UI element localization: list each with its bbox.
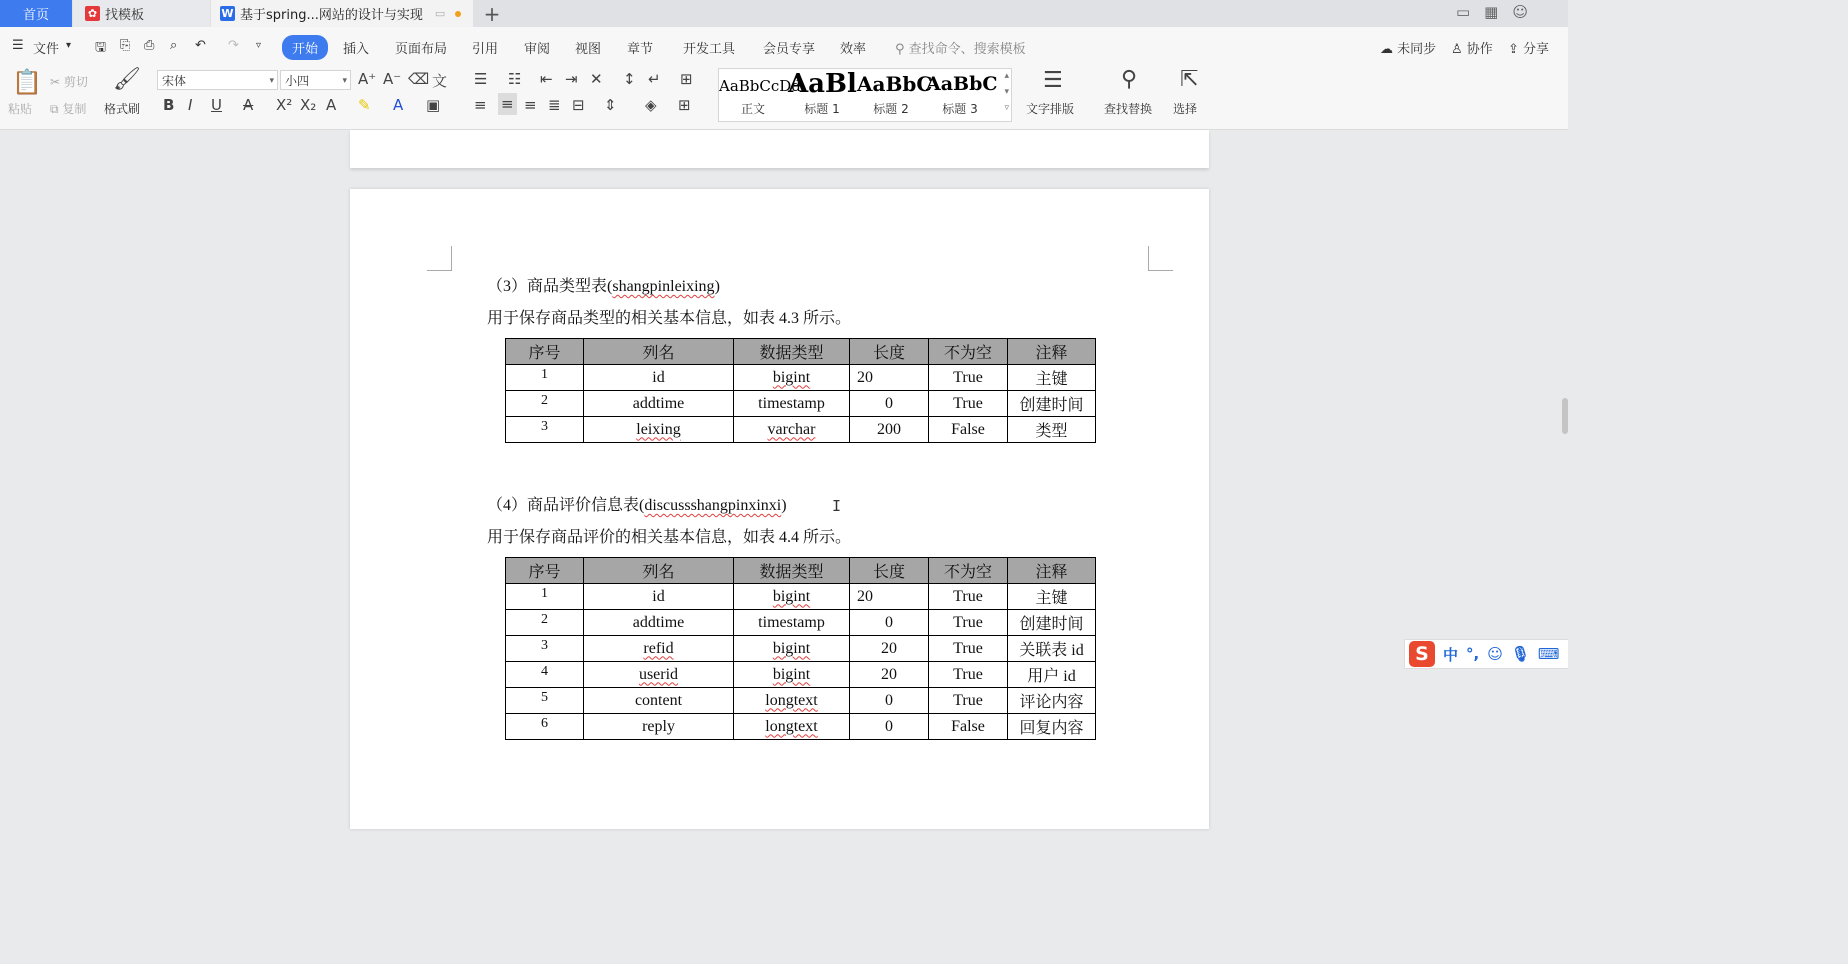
find-replace-button[interactable]: 查找替换 xyxy=(1104,102,1153,116)
cell-text: 1 xyxy=(541,367,548,382)
cell-text: 20 xyxy=(857,587,873,605)
cell-text: 2 xyxy=(541,612,548,627)
column-header: 序号 xyxy=(506,558,584,584)
cell-text: id xyxy=(652,587,665,605)
cell-text: 0 xyxy=(885,613,893,631)
tab-document[interactable] xyxy=(211,0,473,27)
style-heading1-sample: AaBl xyxy=(788,69,857,99)
find-icon[interactable]: ⚲ xyxy=(1121,67,1138,92)
table-tool-icon[interactable]: ⊞ xyxy=(680,70,693,88)
reading-mode-icon[interactable]: ▭ xyxy=(1455,3,1471,21)
table-cell[interactable] xyxy=(850,584,929,610)
table-cell[interactable] xyxy=(506,636,584,662)
table-header-row xyxy=(506,339,1096,365)
cell-text: 6 xyxy=(541,716,548,731)
table-identifier: discussshangpinxinxi xyxy=(644,497,782,514)
text-layout-icon[interactable]: ☰ xyxy=(1043,68,1063,93)
cell-text: True xyxy=(953,691,983,709)
bullet-list-icon[interactable]: ☰ xyxy=(474,70,488,88)
table-cell[interactable] xyxy=(506,417,584,443)
tab-home-label: 首页 xyxy=(22,8,49,23)
table-row xyxy=(506,391,1096,417)
borders-icon[interactable]: ⊞ xyxy=(678,96,691,114)
table-cell[interactable] xyxy=(584,610,734,636)
style-heading3-sample: AaBbC xyxy=(926,73,998,95)
cell-text: 200 xyxy=(877,420,901,438)
table-cell[interactable] xyxy=(929,391,1008,417)
share-label: 分享 xyxy=(1523,42,1550,57)
chevron-down-icon[interactable]: ▾ xyxy=(66,40,72,51)
pointer-icon[interactable]: ⇱ xyxy=(1180,67,1199,92)
style-heading2[interactable] xyxy=(857,69,933,119)
cell-text: 5 xyxy=(541,690,548,705)
style-heading3-name: 标题 3 xyxy=(942,102,978,116)
cell-text: 0 xyxy=(885,691,893,709)
table-cell[interactable] xyxy=(734,662,850,688)
document-page[interactable] xyxy=(350,189,1209,829)
search-icon: ⚲ xyxy=(895,42,909,57)
italic-icon[interactable]: I xyxy=(188,96,193,114)
table-cell[interactable] xyxy=(1008,365,1096,391)
collab-button[interactable] xyxy=(1451,38,1493,57)
strikethrough-icon[interactable]: A xyxy=(243,96,254,114)
cell-text: 关联表 id xyxy=(1019,642,1084,659)
bold-icon[interactable]: B xyxy=(163,96,175,114)
cell-text: 4 xyxy=(541,664,548,679)
cell-text: 主键 xyxy=(1035,371,1068,388)
cell-text: content xyxy=(634,691,683,709)
table-header-row xyxy=(506,558,1096,584)
copy-icon: ⧉ xyxy=(50,102,59,116)
cell-text: 3 xyxy=(541,419,548,434)
menu-review[interactable]: 审阅 xyxy=(524,42,551,57)
cell-text: 2 xyxy=(541,393,548,408)
table-cell[interactable] xyxy=(506,688,584,714)
column-header: 长度 xyxy=(850,558,929,584)
cell-text: 3 xyxy=(541,638,548,653)
gallery-more-icon[interactable]: ▿ xyxy=(1004,103,1009,113)
table-cell[interactable] xyxy=(1008,714,1096,740)
table-row xyxy=(506,636,1096,662)
margin-marker-right xyxy=(1148,246,1173,271)
cell-text: 创建时间 xyxy=(1019,616,1084,633)
char-border-icon[interactable]: ▣ xyxy=(426,96,441,114)
column-header: 长度 xyxy=(850,339,929,365)
distributed-icon[interactable]: ⊟ xyxy=(572,96,585,114)
section-heading-4[interactable]: （4）商品评价信息表(discussshangpinxinxi) xyxy=(487,497,787,514)
grid-apps-icon[interactable]: ▦ xyxy=(1484,3,1499,21)
ime-mode[interactable]: 中 xyxy=(1443,645,1459,664)
sync-label: 未同步 xyxy=(1397,42,1437,57)
table-cell[interactable] xyxy=(1008,662,1096,688)
text-cursor-icon: I xyxy=(832,497,842,515)
previous-page[interactable] xyxy=(350,130,1209,168)
table-cell[interactable] xyxy=(734,714,850,740)
table-cell[interactable] xyxy=(1008,391,1096,417)
section-heading-3[interactable] xyxy=(487,273,720,296)
template-logo-icon: ✿ xyxy=(85,6,100,21)
style-normal-name: 正文 xyxy=(740,102,765,116)
table-cell[interactable] xyxy=(850,688,929,714)
table-shangpinleixing[interactable] xyxy=(505,338,1096,443)
table-cell[interactable] xyxy=(584,714,734,740)
menu-bar xyxy=(0,27,1568,65)
cell-text: id xyxy=(652,368,665,386)
cloud-icon: ☁ xyxy=(1380,42,1393,57)
table-cell[interactable] xyxy=(506,584,584,610)
cell-text: False xyxy=(951,420,985,438)
table-cell[interactable] xyxy=(584,391,734,417)
table-cell[interactable] xyxy=(584,584,734,610)
cell-text: 0 xyxy=(885,394,893,412)
style-heading2-name: 标题 2 xyxy=(873,102,909,116)
screen-icon[interactable]: ▭ xyxy=(434,7,446,20)
unsaved-dot-icon xyxy=(455,11,461,17)
menu-start[interactable]: 开始 xyxy=(282,35,328,60)
redo-icon[interactable]: ↷ xyxy=(228,38,239,53)
cell-text: True xyxy=(953,639,983,657)
line-spacing-icon[interactable]: ⇕ xyxy=(604,96,617,114)
numbered-list-icon[interactable]: ☷ xyxy=(508,70,522,88)
print-preview-icon[interactable]: ⌕ xyxy=(170,38,178,53)
microphone-icon[interactable]: 🎙 xyxy=(1510,645,1530,663)
vertical-scrollbar-thumb[interactable] xyxy=(1562,398,1568,434)
table-cell[interactable] xyxy=(734,584,850,610)
cell-text: 回复内容 xyxy=(1019,720,1084,737)
emoji-icon[interactable]: ☺ xyxy=(1487,645,1503,663)
cell-text: True xyxy=(953,613,983,631)
cell-text: longtext xyxy=(765,691,818,709)
quick-access-more-icon[interactable]: ▿ xyxy=(256,40,262,51)
cell-text: timestamp xyxy=(758,613,825,631)
hamburger-icon[interactable]: ☰ xyxy=(12,38,24,53)
grow-font-icon[interactable]: A⁺ xyxy=(358,70,377,88)
table-cell[interactable] xyxy=(734,636,850,662)
table-cell[interactable] xyxy=(929,584,1008,610)
table-cell[interactable] xyxy=(584,365,734,391)
cell-text: 20 xyxy=(857,368,873,386)
text-effect-icon[interactable]: A xyxy=(326,96,337,114)
style-normal[interactable] xyxy=(719,69,801,119)
table-cell[interactable] xyxy=(1008,610,1096,636)
text-layout-button[interactable]: 文字排版 xyxy=(1026,102,1075,116)
section-heading-3-text: （3）商品类型表(shangpinleixing) xyxy=(487,278,720,295)
table-cell[interactable] xyxy=(506,714,584,740)
table-row xyxy=(506,365,1096,391)
menu-developer[interactable]: 开发工具 xyxy=(683,42,736,57)
file-menu[interactable]: 文件 xyxy=(33,42,60,57)
style-heading3[interactable] xyxy=(926,69,998,119)
table-cell[interactable] xyxy=(850,662,929,688)
table-cell[interactable] xyxy=(506,610,584,636)
cut-button[interactable] xyxy=(50,73,88,90)
cell-text: reply xyxy=(642,717,675,735)
section-desc-4[interactable]: 用于保存商品评价的相关基本信息，如表 4.4 所示。 xyxy=(487,529,852,546)
tab-template-label: 找模板 xyxy=(105,8,145,23)
table-cell[interactable] xyxy=(929,610,1008,636)
table-cell[interactable] xyxy=(850,714,929,740)
cell-text: refid xyxy=(643,639,674,657)
cell-text: True xyxy=(953,368,983,386)
table-cell[interactable] xyxy=(929,365,1008,391)
tab-bar xyxy=(0,0,1568,27)
column-header: 数据类型 xyxy=(734,339,850,365)
align-right-icon[interactable]: ≡ xyxy=(524,96,537,114)
table-cell[interactable] xyxy=(734,688,850,714)
shading-icon[interactable]: ◈ xyxy=(645,96,657,114)
table-cell[interactable] xyxy=(929,636,1008,662)
align-left-icon[interactable]: ≡ xyxy=(474,96,487,114)
phonetic-icon[interactable]: 文 xyxy=(432,72,448,90)
table-cell[interactable] xyxy=(850,365,929,391)
cell-text: bigint xyxy=(772,639,811,657)
table-row xyxy=(506,417,1096,443)
style-heading1-name: 标题 1 xyxy=(804,102,840,116)
collab-label: 协作 xyxy=(1466,42,1493,57)
table-cell[interactable] xyxy=(506,365,584,391)
table-cell[interactable] xyxy=(1008,636,1096,662)
new-tab-button[interactable] xyxy=(480,0,504,27)
table-cell[interactable] xyxy=(584,688,734,714)
cell-text: varchar xyxy=(767,420,816,438)
cell-text: 0 xyxy=(885,717,893,735)
paste-button[interactable]: 粘贴 xyxy=(8,102,33,116)
column-header: 注释 xyxy=(1008,558,1096,584)
cell-text: bigint xyxy=(772,587,811,605)
cell-text: 1 xyxy=(541,586,548,601)
menu-page-layout[interactable]: 页面布局 xyxy=(395,42,448,57)
cell-text: addtime xyxy=(632,394,685,412)
table-cell[interactable] xyxy=(506,662,584,688)
cut-label: 剪切 xyxy=(63,75,88,89)
table-row xyxy=(506,610,1096,636)
sort-icon[interactable]: ↕ xyxy=(623,70,636,88)
share-button[interactable] xyxy=(1508,38,1549,57)
column-header: 不为空 xyxy=(929,339,1008,365)
search-placeholder: 查找命令、搜索模板 xyxy=(908,42,1026,57)
cell-text: leixing xyxy=(636,420,681,438)
align-center-icon[interactable]: ≡ xyxy=(498,93,517,115)
tab-document-label: 基于spring...网站的设计与实现 xyxy=(240,8,423,23)
copy-label: 复制 xyxy=(62,102,87,116)
table-row xyxy=(506,714,1096,740)
cell-text: 创建时间 xyxy=(1019,397,1084,414)
table-cell[interactable] xyxy=(584,417,734,443)
table-row xyxy=(506,688,1096,714)
paste-icon[interactable]: 📋 xyxy=(12,68,42,96)
font-size-select[interactable]: 小四 ▾ xyxy=(280,70,351,90)
table-cell[interactable] xyxy=(584,636,734,662)
cell-text: True xyxy=(953,394,983,412)
menu-insert[interactable]: 插入 xyxy=(343,42,370,57)
print-icon[interactable]: ⎙ xyxy=(144,38,155,53)
column-header: 列名 xyxy=(584,339,734,365)
cell-text: bigint xyxy=(772,665,811,683)
column-header: 不为空 xyxy=(929,558,1008,584)
table-cell[interactable] xyxy=(1008,584,1096,610)
increase-indent-icon[interactable]: ⇥ xyxy=(565,70,578,88)
cell-text: True xyxy=(953,665,983,683)
menu-efficiency[interactable]: 效率 xyxy=(840,42,867,57)
justify-icon[interactable]: ≣ xyxy=(548,96,561,114)
cell-text: 20 xyxy=(881,665,897,683)
format-painter-icon[interactable]: 🖌 xyxy=(113,67,141,92)
table-cell[interactable] xyxy=(1008,417,1096,443)
style-gallery xyxy=(718,68,1012,122)
table-cell[interactable] xyxy=(850,610,929,636)
style-heading1[interactable] xyxy=(788,69,856,119)
table-cell[interactable] xyxy=(506,391,584,417)
cell-text: 用户 id xyxy=(1027,668,1076,685)
table-discussshangpinxinxi[interactable] xyxy=(505,557,1096,740)
select-button[interactable]: 选择 xyxy=(1173,102,1198,116)
table-identifier: shangpinleixing xyxy=(612,278,715,295)
share-icon: ⇪ xyxy=(1508,42,1519,57)
style-normal-sample: AaBbCcDd xyxy=(719,77,801,95)
word-doc-icon: W xyxy=(221,7,234,20)
table-cell[interactable] xyxy=(584,662,734,688)
font-name-select[interactable]: 宋体 ▾ xyxy=(157,70,278,90)
highlight-icon[interactable]: ✎ xyxy=(358,96,371,114)
table-cell[interactable] xyxy=(850,391,929,417)
table-cell[interactable] xyxy=(929,417,1008,443)
menu-chapter[interactable]: 章节 xyxy=(627,42,654,57)
format-painter-button[interactable]: 格式刷 xyxy=(104,102,141,116)
table-cell[interactable] xyxy=(850,636,929,662)
table-cell[interactable] xyxy=(734,417,850,443)
command-search[interactable] xyxy=(895,38,1026,57)
cell-text: 20 xyxy=(881,639,897,657)
cell-text: timestamp xyxy=(758,394,825,412)
table-cell[interactable] xyxy=(929,688,1008,714)
keyboard-icon[interactable]: ⌨ xyxy=(1537,645,1560,663)
tab-find-template[interactable] xyxy=(73,0,210,27)
sogou-logo-icon[interactable]: S xyxy=(1409,641,1435,667)
section-desc-3[interactable]: 用于保存商品类型的相关基本信息，如表 4.3 所示。 xyxy=(487,310,852,327)
superscript-icon[interactable]: X² xyxy=(276,96,293,114)
cell-text: 评论内容 xyxy=(1019,694,1084,711)
table-cell[interactable] xyxy=(929,662,1008,688)
document-canvas[interactable] xyxy=(0,130,1568,818)
cell-text: 主键 xyxy=(1035,590,1068,607)
gallery-scroll-down-icon[interactable]: ▾ xyxy=(1004,87,1009,97)
table-cell[interactable] xyxy=(929,714,1008,740)
column-header: 列名 xyxy=(584,558,734,584)
cell-text: addtime xyxy=(632,613,685,631)
plus-icon: + xyxy=(483,1,501,26)
person-icon: ♙ xyxy=(1451,42,1463,57)
decrease-indent-icon[interactable]: ⇤ xyxy=(540,70,553,88)
column-header: 数据类型 xyxy=(734,558,850,584)
table-cell[interactable] xyxy=(734,391,850,417)
style-heading2-sample: AaBbC xyxy=(857,72,933,96)
table-cell[interactable] xyxy=(850,417,929,443)
scissors-icon: ✂ xyxy=(50,75,61,89)
table-row xyxy=(506,662,1096,688)
shrink-font-icon[interactable]: A⁻ xyxy=(383,70,402,88)
cell-text: True xyxy=(953,587,983,605)
cell-text: bigint xyxy=(772,368,811,386)
avatar[interactable]: ☺ xyxy=(1512,3,1528,21)
ime-toolbar[interactable] xyxy=(1404,639,1568,669)
menu-member[interactable]: 会员专享 xyxy=(763,42,816,57)
chinese-layout-icon[interactable]: ✕ xyxy=(590,70,603,88)
export-icon[interactable]: ⎘ xyxy=(120,38,131,53)
subscript-icon[interactable]: X₂ xyxy=(300,96,317,114)
margin-marker-left xyxy=(427,246,452,271)
column-header: 注释 xyxy=(1008,339,1096,365)
ribbon-toolbar xyxy=(0,65,1568,130)
table-row xyxy=(506,584,1096,610)
punctuation-icon[interactable]: °, xyxy=(1466,645,1480,663)
gallery-scroll-up-icon[interactable]: ▴ xyxy=(1004,71,1009,81)
column-header: 序号 xyxy=(506,339,584,365)
save-icon[interactable]: 🖫 xyxy=(95,40,107,55)
menu-references[interactable]: 引用 xyxy=(472,42,499,57)
table-cell[interactable] xyxy=(734,365,850,391)
table-cell[interactable] xyxy=(734,610,850,636)
cell-text: longtext xyxy=(765,717,818,735)
show-marks-icon[interactable]: ↵ xyxy=(648,70,661,88)
table-cell[interactable] xyxy=(1008,688,1096,714)
cell-text: userid xyxy=(638,665,679,683)
copy-button[interactable] xyxy=(50,100,86,117)
tab-home[interactable] xyxy=(0,0,72,27)
clear-format-icon[interactable]: ⌫ xyxy=(408,70,430,88)
underline-icon[interactable]: U xyxy=(211,96,222,114)
cell-text: False xyxy=(951,717,985,735)
sync-button[interactable] xyxy=(1380,38,1436,57)
undo-icon[interactable]: ↶ xyxy=(195,38,206,53)
cell-text: 类型 xyxy=(1035,423,1068,440)
font-color-icon[interactable]: A xyxy=(393,96,404,114)
menu-view[interactable]: 视图 xyxy=(575,42,602,57)
